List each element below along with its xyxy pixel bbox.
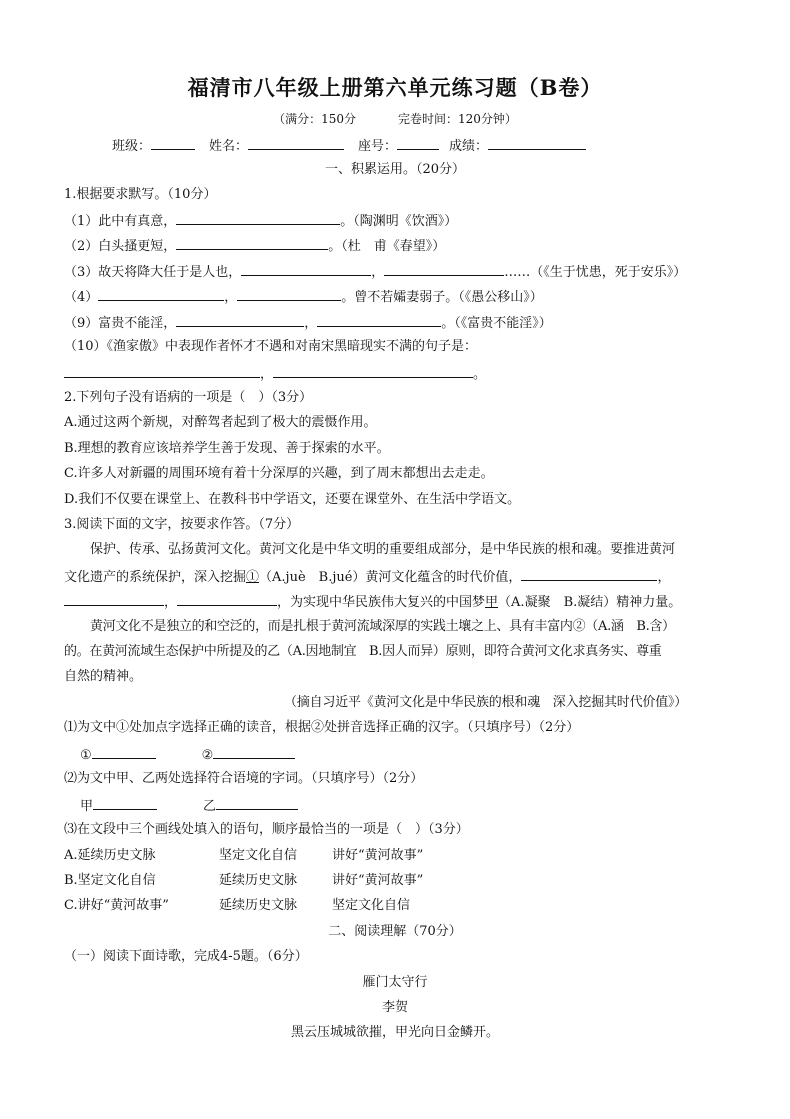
poem-title: 雁门太守行 <box>362 975 428 990</box>
q1-line4 <box>64 287 750 307</box>
seat-blank[interactable] <box>397 136 439 150</box>
q3-sub2: ⑵为文中甲、乙两处选择符合语境的字词。（只填序号）（2分） <box>64 771 424 786</box>
q1-line7 <box>64 364 750 384</box>
name-label: 姓名： <box>209 139 249 154</box>
page-title: 福清市八年级上册第六单元练习题（B卷） <box>187 75 603 100</box>
q3-source: （摘自习近平《黄河文化是中华民族的根和魂 深入挖掘其时代价值》） <box>284 695 688 710</box>
q3-para2-line2: 的。在黄河流域生态保护中所提及的乙（A.因地制宜 B.因人而异）原则，即符合黄河文化求真务实、尊重 <box>64 644 662 659</box>
q1-5-blank-b[interactable] <box>317 313 441 327</box>
q1-stem: 1.根据要求默写。（10分） <box>64 187 217 202</box>
q1-5-text: （9）富贵不能淫， <box>64 316 177 331</box>
section2-heading: 二、阅读理解（70分） <box>328 924 462 939</box>
q1-2-text: （2）白头搔更短， <box>64 239 177 254</box>
q1-3-blank-a[interactable] <box>241 262 371 276</box>
q1-line1 <box>64 211 750 231</box>
q3-para1-line3 <box>64 592 750 612</box>
q3-optB-1: B.坚定文化自信 <box>64 873 156 888</box>
q3-comma-2: ， <box>164 595 178 610</box>
section2-part1: （一）阅读下面诗歌，完成4-5题。（6分） <box>64 949 308 964</box>
q1-6-blank-b[interactable] <box>273 364 473 378</box>
q1-6-comma: ， <box>260 367 274 382</box>
q3-blank-3[interactable] <box>177 592 277 606</box>
q1-4-blank-b[interactable] <box>237 287 341 301</box>
q2-option-a: A.通过这两个新规，对醉驾者起到了极大的震慑作用。 <box>64 415 377 430</box>
q2-option-b: B.理想的教育应该培养学生善于发现、善于探索的水平。 <box>64 441 390 456</box>
q1-3-text: （3）故天将降大任于是人也， <box>64 265 242 280</box>
q1-2-source: 。（杜 甫《春望》） <box>328 239 446 254</box>
q3-sub1-mark1: ① <box>80 748 92 763</box>
q2-option-d: D.我们不仅要在课堂上、在教科书中学语文，还要在课堂外、在生活中学语文。 <box>64 492 521 507</box>
q3-para1-line2 <box>64 567 750 587</box>
q3-sub1-blank1[interactable] <box>92 745 156 759</box>
q3-optC-2: 延续历史文脉 <box>219 898 298 913</box>
q3-optC-1: C.讲好“黄河故事” <box>64 898 169 913</box>
q1-4-text: （4） <box>64 290 99 305</box>
class-blank[interactable] <box>151 136 195 150</box>
q1-5-source: 。（《富贵不能淫》） <box>441 316 552 331</box>
q3-sub1-blank2[interactable] <box>213 745 295 759</box>
q3-p1-choice: （A.juè B.jué）黄河文化蕴含的时代价值， <box>259 570 522 585</box>
name-blank[interactable] <box>248 136 344 150</box>
q3-stem: 3.阅读下面的文字，按要求作答。（7分） <box>64 517 300 532</box>
q3-comma-1: ， <box>657 570 671 585</box>
q3-sub1: ⑴为文中①处加点字选择正确的读音，根据②处拼音选择正确的汉字。（只填序号）（2分） <box>64 720 580 735</box>
q3-para2-line3: 自然的精神。 <box>64 669 143 684</box>
q1-line6: （10）《渔家傲》中表现作者怀才不遇和对南宋黑暗现实不满的句子是： <box>64 339 478 354</box>
full-score-text: （满分：150分 <box>273 112 356 126</box>
exam-time-text: 完卷时间：120分钟） <box>398 112 517 126</box>
q1-4-source: 。曾不若孀妻弱子。（《愚公移山》） <box>341 290 543 305</box>
q3-sub3: ⑶在文段中三个画线处填入的语句，顺序最恰当的一项是（ ）（3分） <box>64 822 469 837</box>
q1-line3 <box>64 262 750 282</box>
q1-3-comma: ， <box>371 265 385 280</box>
q1-5-blank-a[interactable] <box>176 313 304 327</box>
q3-sub2-blank2[interactable] <box>216 796 298 810</box>
q1-line5 <box>64 313 750 333</box>
q1-1-text: （1）此中有真意， <box>64 214 177 229</box>
q2-stem: 2.下列句子没有语病的一项是（ ）（3分） <box>64 390 313 405</box>
q3-p1-text2: ，为实现中华民族伟大复兴的中国梦 <box>277 595 486 610</box>
q3-mark-jia: 甲 <box>485 595 499 610</box>
poem-line-1: 黑云压城城欲摧，甲光向日金鳞开。 <box>290 1025 499 1040</box>
q3-sub1-mark2: ② <box>201 748 214 763</box>
q1-5-comma: ， <box>304 316 318 331</box>
q1-4-comma: ， <box>224 290 238 305</box>
q1-4-blank-a[interactable] <box>98 287 224 301</box>
q3-sub2-mark1: 甲 <box>80 799 94 814</box>
q1-1-blank[interactable] <box>176 211 340 225</box>
q3-sub2-answers <box>80 796 750 816</box>
seat-label: 座号： <box>358 139 398 154</box>
q1-2-blank[interactable] <box>176 236 328 250</box>
class-label: 班级： <box>112 139 152 154</box>
q1-6-period: 。 <box>473 367 487 382</box>
q3-para2-line1: 黄河文化不是独立的和空泛的，而是扎根于黄河流域深厚的实践土壤之上、具有丰富内②（A.涵 B.含） <box>90 619 675 634</box>
q1-line2 <box>64 236 750 256</box>
poem-author: 李贺 <box>381 1000 408 1015</box>
q3-sub1-answers <box>80 745 750 765</box>
q3-optB-2: 延续历史文脉 <box>219 873 298 888</box>
section1-heading: 一、积累运用。（20分） <box>324 162 466 177</box>
q3-blank-1[interactable] <box>521 567 657 581</box>
student-info-row <box>112 136 750 156</box>
q3-p1-choice2: （A.凝聚 B.凝结）精神力量。 <box>498 595 682 610</box>
q3-optA-1: A.延续历史文脉 <box>64 848 156 863</box>
q3-optB-3: 讲好“黄河故事” <box>332 873 424 888</box>
score-blank[interactable] <box>488 136 586 150</box>
q3-para1-line1: 保护、传承、弘扬黄河文化。黄河文化是中华文明的重要组成部分，是中华民族的根和魂。要推进黄河 <box>90 542 676 557</box>
q3-p1-text: 文化遗产的系统保护，深入挖掘 <box>64 570 247 585</box>
exam-meta <box>0 110 790 128</box>
q3-mark-1: ① <box>246 570 260 585</box>
q1-1-source: 。（陶渊明《饮酒》） <box>340 214 458 229</box>
q3-sub2-blank1[interactable] <box>93 796 157 810</box>
q3-optC-3: 坚定文化自信 <box>332 898 411 913</box>
q3-blank-2[interactable] <box>64 592 164 606</box>
q1-6-blank-a[interactable] <box>64 364 260 378</box>
q3-sub2-mark2: 乙 <box>203 799 217 814</box>
q2-option-c: C.许多人对新疆的周围环境有着十分深厚的兴趣，到了周末都想出去走走。 <box>64 466 494 481</box>
q1-3-blank-b[interactable] <box>384 262 504 276</box>
q1-3-source: ……（《生于忧患，死于安乐》） <box>504 265 687 280</box>
q3-optA-2: 坚定文化自信 <box>219 848 298 863</box>
score-label: 成绩： <box>449 139 489 154</box>
q3-optA-3: 讲好“黄河故事” <box>332 848 424 863</box>
